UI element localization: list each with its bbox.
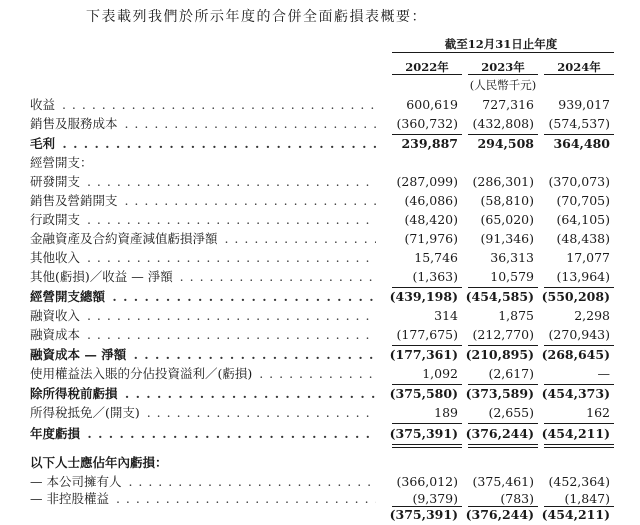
value-2023: (2,655) xyxy=(488,405,534,420)
value-2022: 600,619 xyxy=(406,97,458,112)
table-row xyxy=(0,325,640,345)
value-2023: (373,589) xyxy=(465,386,534,401)
row-label: 金融資產及合約資產減值虧損淨額 . . . xyxy=(30,229,376,249)
value-2022: (375,580) xyxy=(389,386,458,401)
value-2024: 364,480 xyxy=(553,136,610,151)
value-2023: (91,346) xyxy=(480,231,534,246)
table-row xyxy=(0,114,640,134)
section-heading-row xyxy=(0,453,640,473)
year-rule xyxy=(468,74,538,75)
value-2024: — xyxy=(597,366,610,381)
table-row xyxy=(0,345,640,365)
row-label: 使用權益法入賬的分佔投資溢利／(虧損) . . . xyxy=(30,364,376,384)
year-rule xyxy=(544,74,614,75)
total-double-rule xyxy=(544,444,614,448)
table-row xyxy=(0,267,640,287)
table-row xyxy=(0,172,640,192)
value-2023: (212,770) xyxy=(472,327,534,342)
value-2022: (1,363) xyxy=(412,269,458,284)
value-2022: (9,379) xyxy=(412,491,458,506)
value-2024: (70,705) xyxy=(556,193,610,208)
value-2024: (454,211) xyxy=(541,507,610,522)
value-2022: (375,391) xyxy=(389,507,458,522)
value-2024: (454,211) xyxy=(541,426,610,441)
table-row xyxy=(0,364,640,384)
table-row xyxy=(0,248,640,268)
value-2024: (452,364) xyxy=(548,474,610,489)
row-label: — 本公司擁有人 . . . xyxy=(30,472,376,492)
value-2024: (574,537) xyxy=(548,116,610,131)
value-2022: (439,198) xyxy=(389,289,458,304)
year-rule xyxy=(392,74,462,75)
value-2023: 294,508 xyxy=(477,136,534,151)
value-2023: (454,585) xyxy=(465,289,534,304)
row-label: 收益 . . . xyxy=(30,95,376,115)
row-label: 研發開支 . . . xyxy=(30,172,376,192)
value-2023: (65,020) xyxy=(480,212,534,227)
value-2022: (360,732) xyxy=(396,116,458,131)
value-2022: (177,675) xyxy=(396,327,458,342)
year-2024-header: 2024年 xyxy=(557,60,601,74)
value-2022: (71,976) xyxy=(404,231,458,246)
value-2022: (177,361) xyxy=(389,347,458,362)
table-row xyxy=(0,229,640,249)
value-2022: (287,099) xyxy=(396,174,458,189)
table-row xyxy=(0,424,640,444)
value-2024: (454,373) xyxy=(541,386,610,401)
total-double-rule xyxy=(468,444,538,448)
value-2023: 1,875 xyxy=(498,308,534,323)
row-label: 毛利 . . . xyxy=(30,134,376,154)
value-2024: (268,645) xyxy=(541,347,610,362)
value-2024: 162 xyxy=(586,405,610,420)
value-2022: 1,092 xyxy=(422,366,458,381)
row-label: 經營開支： xyxy=(30,155,93,170)
table-row xyxy=(0,306,640,326)
period-rule xyxy=(392,52,614,53)
year-2022-header: 2022年 xyxy=(405,60,449,74)
table-row xyxy=(0,403,640,423)
value-2024: (550,208) xyxy=(541,289,610,304)
value-2023: (376,244) xyxy=(465,507,534,522)
value-2023: (210,895) xyxy=(465,347,534,362)
value-2024: (64,105) xyxy=(556,212,610,227)
value-2024: 939,017 xyxy=(558,97,610,112)
value-2024: (270,943) xyxy=(548,327,610,342)
value-2023: 36,313 xyxy=(490,250,534,265)
row-label: 以下人士應佔年內虧損： xyxy=(30,455,168,470)
value-2023: 727,316 xyxy=(482,97,534,112)
value-2022: 314 xyxy=(434,308,458,323)
row-label: 銷售及營銷開支 . . . xyxy=(30,191,376,211)
value-2023: (432,808) xyxy=(472,116,534,131)
value-2022: (366,012) xyxy=(396,474,458,489)
table-row xyxy=(0,134,640,154)
row-label: — 非控股權益 . . . xyxy=(30,489,376,509)
row-label: 除所得稅前虧損 . . . xyxy=(30,384,376,404)
value-2024: 2,298 xyxy=(574,308,610,323)
table-row xyxy=(0,287,640,307)
value-2022: 239,887 xyxy=(401,136,458,151)
value-2024: (1,847) xyxy=(564,491,610,506)
table-row xyxy=(0,384,640,404)
table-row xyxy=(0,191,640,211)
value-2023: 10,579 xyxy=(490,269,534,284)
value-2023: (783) xyxy=(500,491,534,506)
value-2024: 17,077 xyxy=(566,250,610,265)
row-label: 年度虧損 . . . xyxy=(30,424,376,444)
unit-label: (人民幣千元) xyxy=(469,78,537,92)
total-double-rule xyxy=(392,444,462,448)
value-2023: (58,810) xyxy=(480,193,534,208)
value-2024: (48,438) xyxy=(556,231,610,246)
value-2024: (370,073) xyxy=(548,174,610,189)
year-2023-header: 2023年 xyxy=(481,60,525,74)
value-2023: (2,617) xyxy=(488,366,534,381)
value-2023: (376,244) xyxy=(465,426,534,441)
row-label: 行政開支 . . . xyxy=(30,210,376,230)
value-2022: 189 xyxy=(434,405,458,420)
row-label: 融資收入 . . . xyxy=(30,306,376,326)
value-2024: (13,964) xyxy=(556,269,610,284)
table-row xyxy=(0,210,640,230)
row-label: 其他收入 . . . xyxy=(30,248,376,268)
row-label: 銷售及服務成本 . . . xyxy=(30,114,376,134)
value-2023: (286,301) xyxy=(472,174,534,189)
value-2023: (375,461) xyxy=(472,474,534,489)
period-header: 截至12月31日止年度 xyxy=(444,37,558,51)
table-row xyxy=(0,505,640,525)
value-2022: (46,086) xyxy=(404,193,458,208)
row-label: 經營開支總額 . . . xyxy=(30,287,376,307)
row-label: 其他(虧損)／收益 — 淨額 . . . xyxy=(30,267,376,287)
row-label: 所得稅抵免／(開支) . . . xyxy=(30,403,376,423)
row-label: 融資成本 . . . xyxy=(30,325,376,345)
row-label: 融資成本 — 淨額 . . . xyxy=(30,345,376,365)
value-2022: 15,746 xyxy=(414,250,458,265)
value-2022: (375,391) xyxy=(389,426,458,441)
intro-text: 下表載列我們於所示年度的合併全面虧損表概要： xyxy=(86,9,427,25)
section-heading-row xyxy=(0,153,640,173)
table-row xyxy=(0,95,640,115)
value-2022: (48,420) xyxy=(404,212,458,227)
